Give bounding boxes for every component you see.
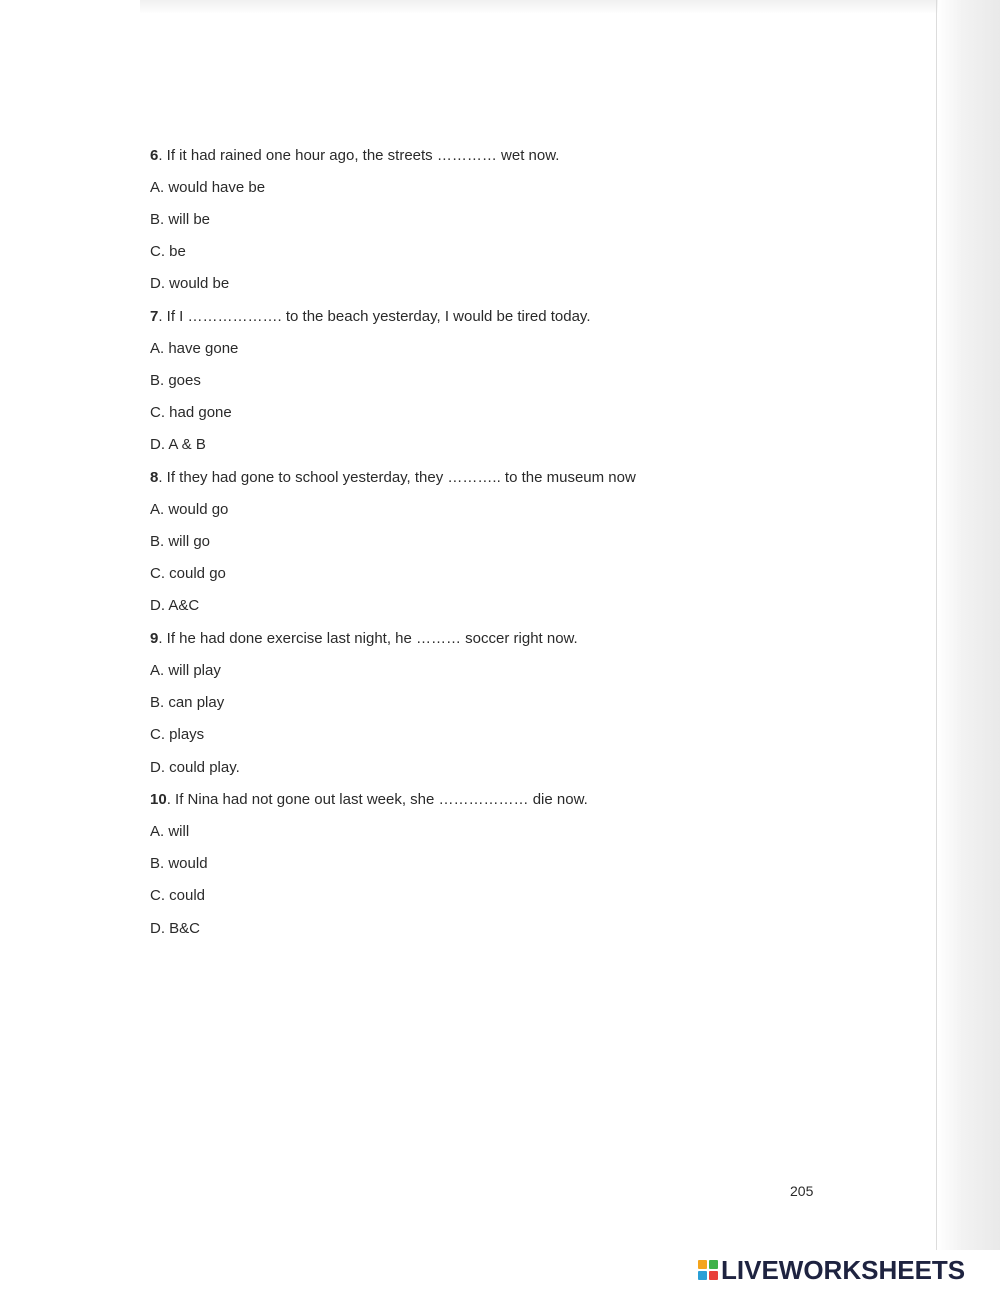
option-9b[interactable]: B. can play: [150, 694, 225, 711]
option-9a[interactable]: A. will play: [150, 662, 221, 679]
option-8a[interactable]: A. would go: [150, 501, 229, 518]
logo-square: [698, 1271, 707, 1280]
question-text: . If they had gone to school yesterday, they ……….. to the museum now: [158, 469, 636, 486]
question-10: [150, 790, 588, 810]
liveworksheets-logo-icon: [698, 1260, 718, 1280]
question-9: [150, 629, 578, 649]
option-7a[interactable]: A. have gone: [150, 340, 239, 357]
option-7c[interactable]: C. had gone: [150, 404, 232, 421]
question-8: [150, 468, 636, 488]
question-6: [150, 146, 559, 166]
question-number: 10: [150, 791, 167, 808]
question-text: . If Nina had not gone out last week, she ……………… die now.: [166, 791, 588, 808]
option-6c[interactable]: C. be: [150, 243, 186, 260]
option-6b[interactable]: B. will be: [150, 211, 211, 228]
logo-square: [709, 1271, 718, 1280]
question-text: . If he had done exercise last night, he ……… soccer right now.: [158, 630, 578, 647]
scan-edge: [938, 0, 1000, 1250]
scan-shadow: [140, 0, 940, 14]
question-number: 7: [150, 308, 159, 325]
option-8b[interactable]: B. will go: [150, 533, 211, 550]
option-10c[interactable]: C. could: [150, 887, 206, 904]
scan-edge-line: [936, 0, 937, 1250]
question-7: [150, 307, 590, 327]
option-6d[interactable]: D. would be: [150, 275, 230, 292]
option-8c[interactable]: C. could go: [150, 565, 226, 582]
question-text: . If I ………………. to the beach yesterday, I would be tired today.: [158, 308, 591, 325]
brand-footer: [698, 1256, 965, 1284]
question-number: 6: [150, 147, 159, 164]
brand-name: LIVEWORKSHEETS: [721, 1254, 966, 1285]
logo-square: [698, 1260, 707, 1269]
option-10d[interactable]: D. B&C: [150, 920, 201, 937]
page-number: 205: [790, 1183, 814, 1199]
option-9d[interactable]: D. could play.: [150, 759, 240, 776]
logo-square: [709, 1260, 718, 1269]
option-10b[interactable]: B. would: [150, 855, 208, 872]
option-8d[interactable]: D. A&C: [150, 597, 200, 614]
option-7d[interactable]: D. A & B: [150, 436, 206, 453]
question-number: 9: [150, 630, 159, 647]
question-text: . If it had rained one hour ago, the streets ………… wet now.: [158, 147, 560, 164]
option-6a[interactable]: A. would have be: [150, 179, 266, 196]
option-10a[interactable]: A. will: [150, 823, 190, 840]
option-9c[interactable]: C. plays: [150, 726, 205, 743]
option-7b[interactable]: B. goes: [150, 372, 201, 389]
question-number: 8: [150, 469, 159, 486]
